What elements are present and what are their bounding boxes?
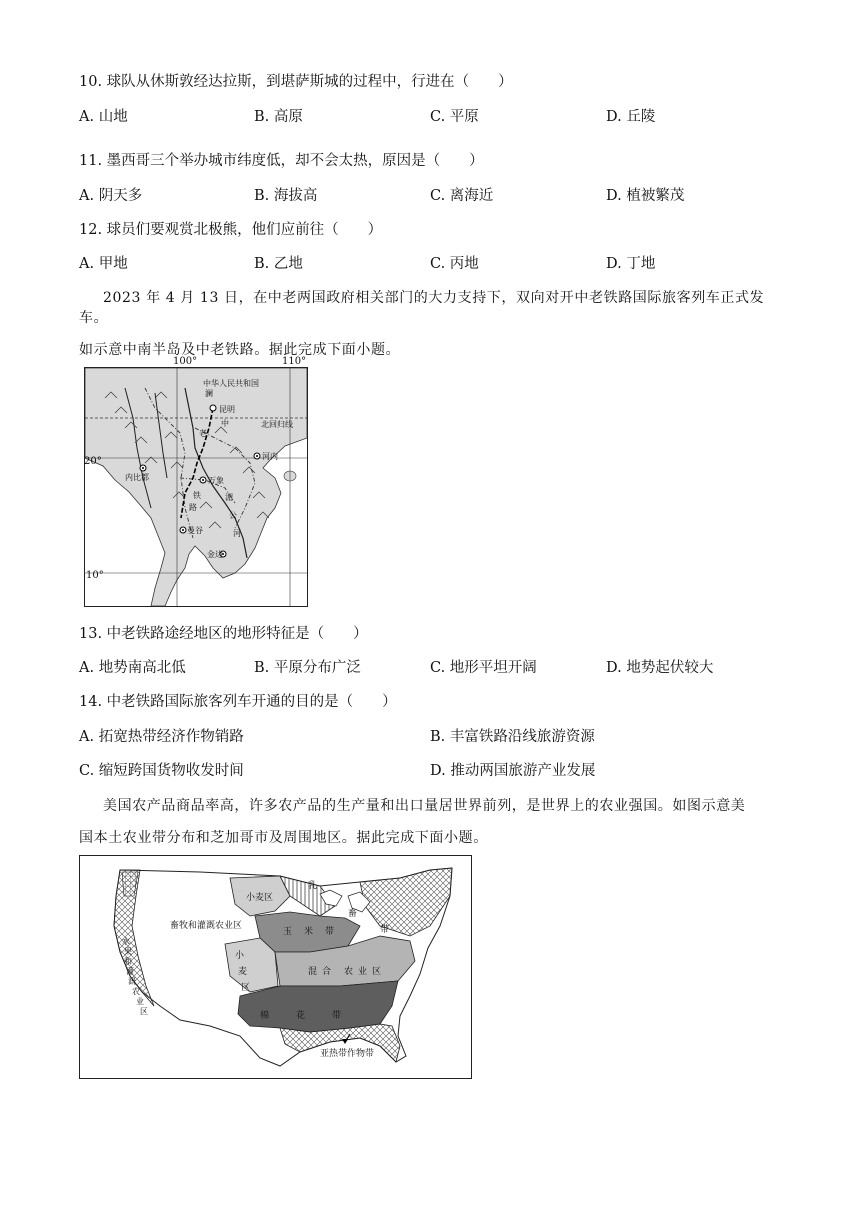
q12-option-d[interactable]: D. 丁地	[606, 256, 656, 272]
map2-cotton-3: 带	[332, 1011, 342, 1021]
q12-stem: 12. 球员们要观赏北极熊，他们应前往（ ）	[79, 222, 383, 238]
map1-hanoi-label: 河内	[262, 452, 278, 461]
map-us-agriculture-graphic	[80, 856, 471, 1078]
map1-lon-100: 100°	[173, 356, 198, 367]
map-indochina-graphic	[85, 368, 307, 606]
map1-rail-char-2: 老	[199, 429, 207, 438]
map1-river-char-3: 河	[233, 529, 241, 538]
map2-mixed-5: 区	[372, 967, 382, 977]
map2-mixed-4: 业	[358, 967, 368, 977]
map-indochina	[84, 367, 308, 607]
q14-option-d[interactable]: D. 推动两国旅游产业发展	[430, 763, 596, 779]
q10-option-c[interactable]: C. 平原	[430, 109, 479, 125]
q14-option-a[interactable]: A. 拓宽热带经济作物销路	[79, 729, 244, 745]
passage-2	[79, 796, 791, 848]
map1-lon-110: 110°	[282, 356, 307, 367]
map2-west-2: 果	[124, 947, 132, 956]
q11-option-a[interactable]: A. 阴天多	[79, 188, 143, 204]
map1-tropic-label: 北回归线	[261, 420, 293, 429]
map2-ranching: 畜牧和灌溉农业区	[170, 921, 243, 931]
passage-2-line-2: 国本土农业带分布和芝加哥市及周围地区。据此完成下面小题。	[79, 830, 488, 846]
map2-wheat-2: 麦	[238, 967, 248, 977]
map2-mixed-3: 农	[344, 967, 354, 977]
q14-option-c[interactable]: C. 缩短跨国货物收发时间	[79, 763, 244, 779]
q13-stem: 13. 中老铁路途经地区的地形特征是（ ）	[79, 626, 368, 642]
q10-option-d[interactable]: D. 丘陵	[606, 109, 656, 125]
map2-corn-3: 带	[325, 927, 335, 937]
q11-option-c[interactable]: C. 离海近	[430, 188, 494, 204]
q12-option-b[interactable]: B. 乙地	[254, 256, 303, 272]
map2-west-8: 区	[140, 1007, 148, 1016]
map2-dairy-2: 畜	[348, 909, 358, 919]
q13-option-c[interactable]: C. 地形平坦开阔	[430, 660, 537, 676]
map1-lat-10: 10°	[86, 570, 104, 581]
q11-option-d[interactable]: D. 植被繁茂	[606, 188, 685, 204]
map2-wheat-north: 小麦区	[246, 893, 274, 903]
map1-bangkok-label: 曼谷	[187, 526, 203, 535]
map2-west-5: 溉	[128, 977, 136, 986]
map2-west-3: 和	[124, 957, 132, 966]
q12-option-a[interactable]: A. 甲地	[79, 256, 128, 272]
map2-cotton-2: 花	[296, 1011, 306, 1021]
map2-wheat-1: 小	[235, 951, 245, 961]
map-us-agriculture	[79, 855, 472, 1079]
map1-rail-char-4: 铁	[193, 491, 201, 500]
map1-rail-char-3: 中	[221, 419, 229, 428]
map2-cotton-1: 棉	[260, 1011, 270, 1021]
passage-1-line-2: 如示意中南半岛及中老铁路。据此完成下面小题。	[79, 342, 401, 358]
map2-corn-2: 米	[304, 927, 314, 937]
map2-dairy-3: 带	[380, 925, 390, 935]
map2-wheat-3: 区	[241, 983, 251, 993]
map2-corn-1: 玉	[283, 927, 293, 937]
q10-option-b[interactable]: B. 高原	[254, 109, 303, 125]
map1-rail-char-1: 澜	[205, 389, 213, 398]
map2-mixed-1: 混	[308, 967, 318, 977]
passage-2-line-1: 美国农产品商品率高，许多农产品的生产量和出口量居世界前列，是世界上的农业强国。如图示意美	[103, 798, 746, 814]
q13-option-b[interactable]: B. 平原分布广泛	[254, 660, 361, 676]
map1-phnompenh-label: 金边	[207, 550, 223, 559]
q13-option-d[interactable]: D. 地势起伏较大	[606, 660, 714, 676]
q11-stem: 11. 墨西哥三个举办城市纬度低，却不会太热，原因是（ ）	[79, 153, 484, 169]
q12-option-c[interactable]: C. 丙地	[430, 256, 479, 272]
passage-1-line-1: 2023 年 4 月 13 日，在中老两国政府相关部门的大力支持下，双向对开中老铁路国际旅客列车正式发车。	[79, 290, 765, 326]
map1-vientiane-label: 万象	[208, 476, 224, 485]
map1-river-char-1: 湄	[225, 493, 233, 502]
map1-kunming-label: 昆明	[219, 405, 235, 414]
passage-1	[79, 288, 791, 360]
map1-china-label: 中华人民共和国	[203, 379, 259, 388]
q14-option-b[interactable]: B. 丰富铁路沿线旅游资源	[430, 729, 595, 745]
q10-stem: 10. 球队从休斯敦经达拉斯，到堪萨斯城的过程中，行进在（ ）	[79, 74, 513, 90]
q10-option-a[interactable]: A. 山地	[79, 109, 128, 125]
map1-rail-char-5: 路	[189, 503, 197, 512]
q13-option-a[interactable]: A. 地势南高北低	[79, 660, 186, 676]
map2-mixed-2: 合	[322, 967, 332, 977]
q14-stem: 14. 中老铁路国际旅客列车开通的目的是（ ）	[79, 694, 397, 710]
q11-option-b[interactable]: B. 海拔高	[254, 188, 318, 204]
map2-subtropical: 亚热带作物带	[320, 1049, 375, 1059]
map1-lat-20: 20°	[84, 456, 102, 467]
map1-river-char-2: 公	[229, 511, 237, 520]
map2-west-4: 灌	[126, 967, 134, 976]
map2-west-7: 业	[136, 997, 144, 1006]
map1-naypyidaw-label: 内比都	[125, 473, 149, 482]
map2-dairy-1: 乳	[308, 881, 318, 891]
map2-west-1: 水	[122, 937, 130, 946]
map2-west-6: 农	[132, 987, 140, 996]
